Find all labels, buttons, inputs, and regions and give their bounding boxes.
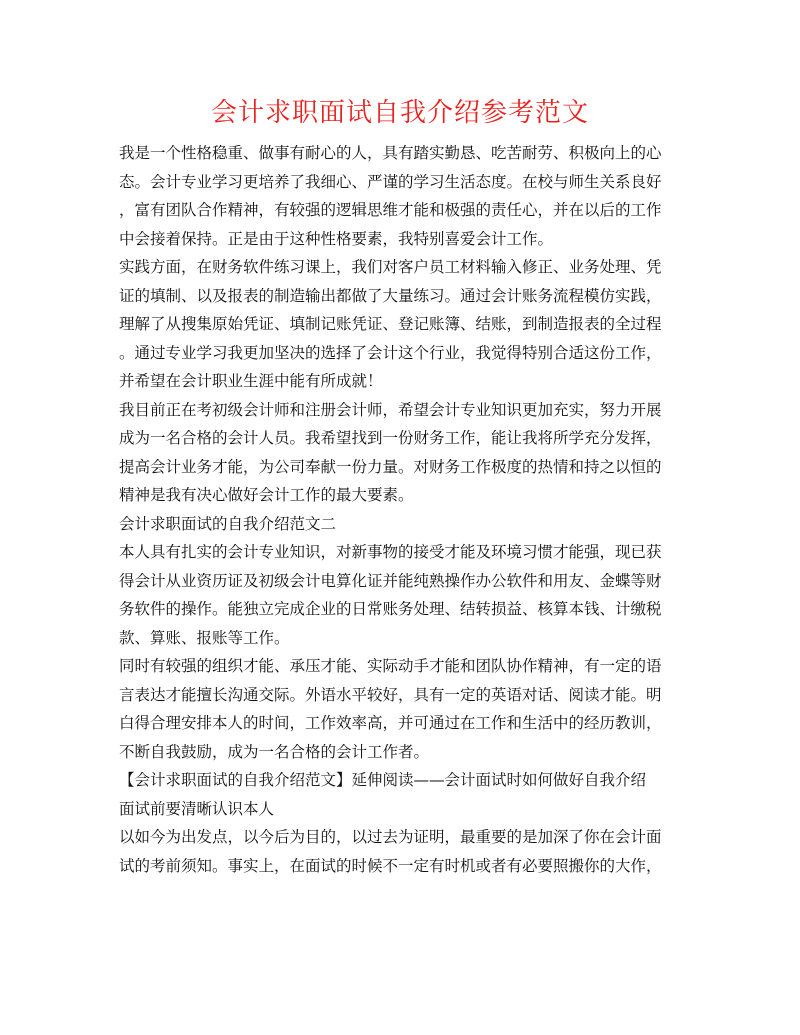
text-line: 实践方面，在财务软件练习课上，我们对客户员工材料输入修正、业务处理、凭 (119, 258, 662, 276)
text-line: 本人具有扎实的会计专业知识，对新事物的接受才能及环境习惯才能强，现已获 (119, 543, 662, 561)
text-line: 不断自我鼓励，成为一名合格的会计工作者。 (119, 742, 430, 761)
text-line: 同时有较强的组织才能、承压才能、实际动手才能和团队协作精神，有一定的语 (119, 657, 662, 675)
text-line: 白得合理安排本人的时间，工作效率高，并可通过在工作和生活中的经历教训， (119, 714, 662, 732)
document-title: 会计求职面试自我介绍参考范文 (210, 98, 589, 128)
text-line: 款、算账、报账等工作。 (119, 628, 290, 647)
text-line: ，富有团队合作精神，有较强的逻辑思维才能和极强的责任心，并在以后的工作 (119, 201, 662, 219)
text-line: 中会接着保持。正是由于这种性格要素，我特别喜爱会计工作。 (119, 229, 554, 248)
text-line: 言表达才能擅长沟通交际。外语水平较好，具有一定的英语对话、阅读才能。明 (119, 685, 662, 704)
text-line: 并希望在会计职业生涯中能有所成就！ (119, 372, 383, 390)
text-line: 成为一名合格的会计人员。我希望找到一份财务工作，能让我将所学充分发挥， (119, 429, 662, 447)
text-line: 务软件的操作。能独立完成企业的日常账务处理、结转损益、核算本钱、计缴税 (119, 600, 662, 618)
text-line: 证的填制、以及报表的制造输出都做了大量练习。通过会计账务流程模仿实践， (119, 286, 662, 305)
section-heading: 面试前要清晰认识本人 (119, 799, 275, 818)
text-line: 以如今为出发点，以今后为目的，以过去为证明，最重要的是加深了你在会计面 (119, 828, 662, 846)
section-heading: 会计求职面试的自我介绍范文二 (119, 514, 337, 533)
document-body (119, 139, 679, 880)
text-line: 我目前正在考初级会计师和注册会计师，希望会计专业知识更加充实，努力开展 (119, 400, 662, 419)
text-line: 提高会计业务才能，为公司奉献一份力量。对财务工作极度的热情和持之以恒的 (119, 457, 662, 476)
text-line: 精神是我有决心做好会计工作的最大要素。 (119, 486, 414, 504)
text-line: 理解了从搜集原始凭证、填制记账凭证、登记账簿、结账，到制造报表的全过程 (119, 315, 662, 333)
extended-reading-line: 【会计求职面试的自我介绍范文】延伸阅读——会计面试时如何做好自我介绍 (119, 771, 647, 789)
text-line: 我是一个性格稳重、做事有耐心的人，具有踏实勤恳、吃苦耐劳、积极向上的心 (119, 144, 662, 162)
text-line: 得会计从业资历证及初级会计电算化证并能纯熟操作办公软件和用友、金蝶等财 (119, 571, 662, 590)
text-line: 。通过专业学习我更加坚决的选择了会计这个行业，我觉得特别合适这份工作， (119, 343, 662, 362)
text-line: 态。会计专业学习更培养了我细心、严谨的学习生活态度。在校与师生关系良好 (119, 172, 662, 191)
text-line: 试的考前须知。事实上，在面试的时候不一定有时机或者有必要照搬你的大作， (119, 856, 662, 875)
